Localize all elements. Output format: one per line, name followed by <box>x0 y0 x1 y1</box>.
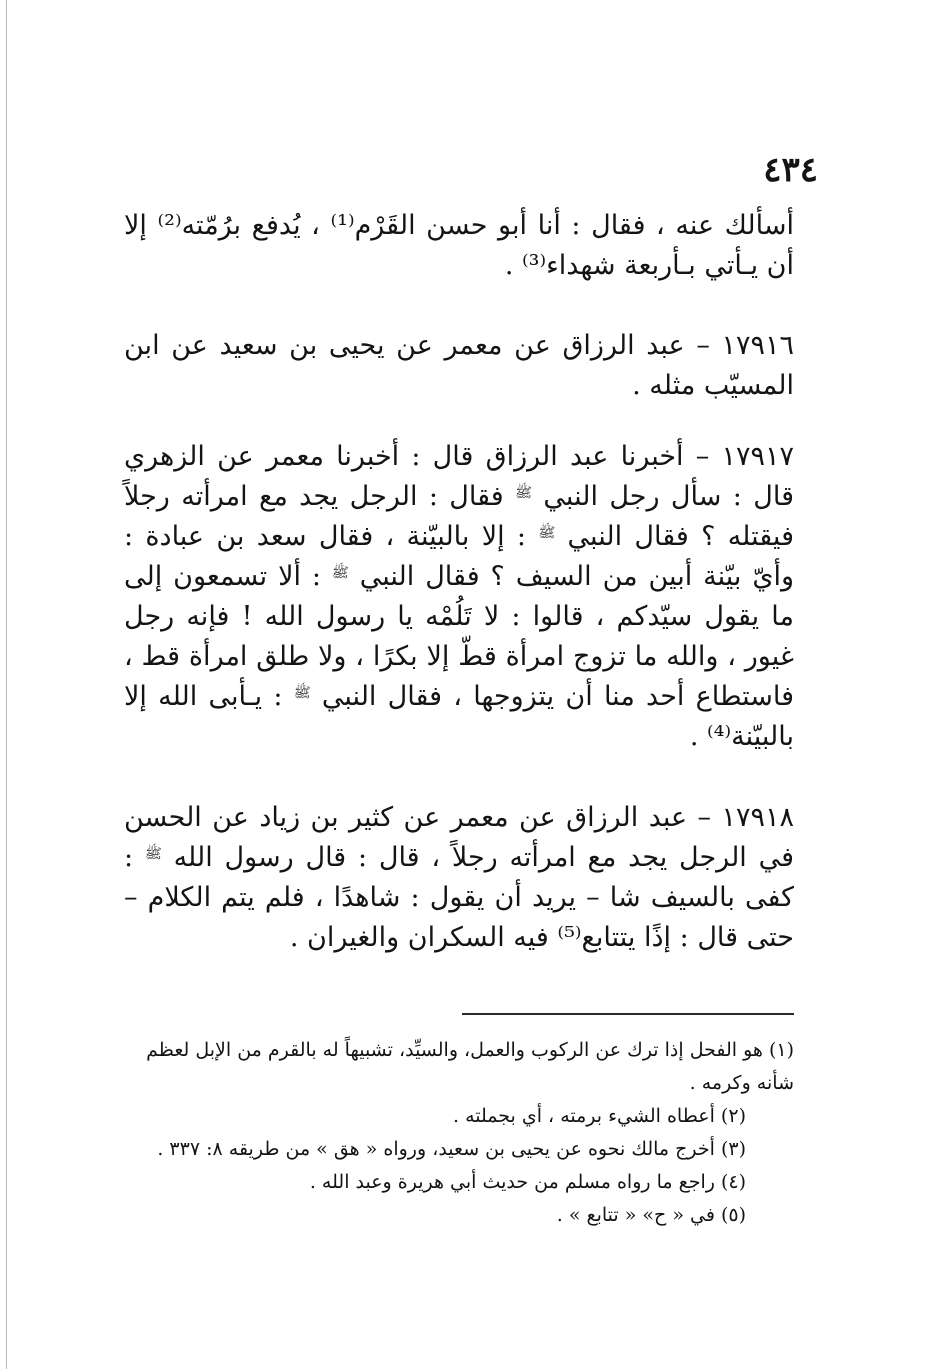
paragraph-continuation <box>124 206 794 286</box>
hadith-17918 <box>124 798 794 958</box>
salla-mark: ﷺ <box>538 525 556 541</box>
page-number: ٤٣٤ <box>763 150 818 190</box>
scan-edge-line <box>6 0 7 1369</box>
paragraph-text <box>124 798 794 958</box>
footnote-2: (٢) أعطاه الشيء برمته ، أي بجملته . <box>452 1105 746 1127</box>
salla-mark: ﷺ <box>293 685 311 701</box>
paragraph-text: أسألك عنه ، فقال : أنا أبو حسن القَرْم⁽¹⁾ ، يُدفع برُمّته⁽²⁾ إلا أن يـأتي بـأربعة شهداء⁽³⁾ . <box>124 210 794 281</box>
hadith-17917 <box>124 437 794 757</box>
salla-mark: ﷺ <box>331 565 349 581</box>
footnote-5: (٥) في « ح» « تتابع » . <box>556 1204 746 1226</box>
footnotes <box>124 1034 794 1232</box>
text-segment: : كفى بالسيف شا – يريد أن يقول : شاهدًا ، فلم يتم الكلام – حتى قال : إذًا يتتابع⁽⁵⁾ فيه السكران والغيران . <box>124 842 794 953</box>
footnote-divider <box>462 1013 794 1015</box>
text-segment: فقال : الرجل يجد مع امرأته رجلاً فيقتله ؟ فقال النبي <box>124 481 794 552</box>
text-segment: ١٧٩١٧ – أخبرنا عبد الرزاق قال : أخبرنا معمر عن الزهري قال : سأل رجل النبي <box>124 441 794 512</box>
text-segment: : يـأبى الله إلا بالبيّنة⁽⁴⁾ . <box>124 681 794 752</box>
salla-mark: ﷺ <box>515 485 533 501</box>
footnote-1: (١) هو الفحل إذا ترك عن الركوب والعمل، والسيِّد، تشبيهاً له بالقرم من الإبل لعظم شأنه وكرمه . <box>146 1039 794 1094</box>
footnote-4: (٤) راجع ما رواه مسلم من حديث أبي هريرة وعبد الله . <box>309 1171 746 1193</box>
text-segment: : ألا تسمعون إلى ما يقول سيّدكم ، قالوا : لا تَلُمْه يا رسول الله ! فإنه رجل غيور ، والله ما تزوج امرأة قطّ إلا بكرًا ، ولا طلق امرأة قط ، فاستطاع أحد منا أن يتزوجها ، فقال النبي <box>124 561 795 712</box>
paragraph-text <box>124 437 794 757</box>
footnote-3: (٣) أخرج مالك نحوه عن يحيى بن سعيد، ورواه « هق » من طريقه ٨: ٣٣٧ . <box>157 1138 746 1160</box>
paragraph-text: ١٧٩١٦ – عبد الرزاق عن معمر عن يحيى بن سعيد عن ابن المسيّب مثله . <box>124 330 794 401</box>
text-segment: ١٧٩١٨ – عبد الرزاق عن معمر عن كثير بن زياد عن الحسن في الرجل يجد مع امرأته رجلاً ، قال : قال رسول الله <box>124 802 794 873</box>
salla-mark: ﷺ <box>144 846 162 862</box>
text-segment: : إلا بالبيّنة ، فقال سعد بن عبادة : وأيّ بيّنة أبين من السيف ؟ فقال النبي <box>124 521 794 592</box>
hadith-17916 <box>124 326 794 406</box>
